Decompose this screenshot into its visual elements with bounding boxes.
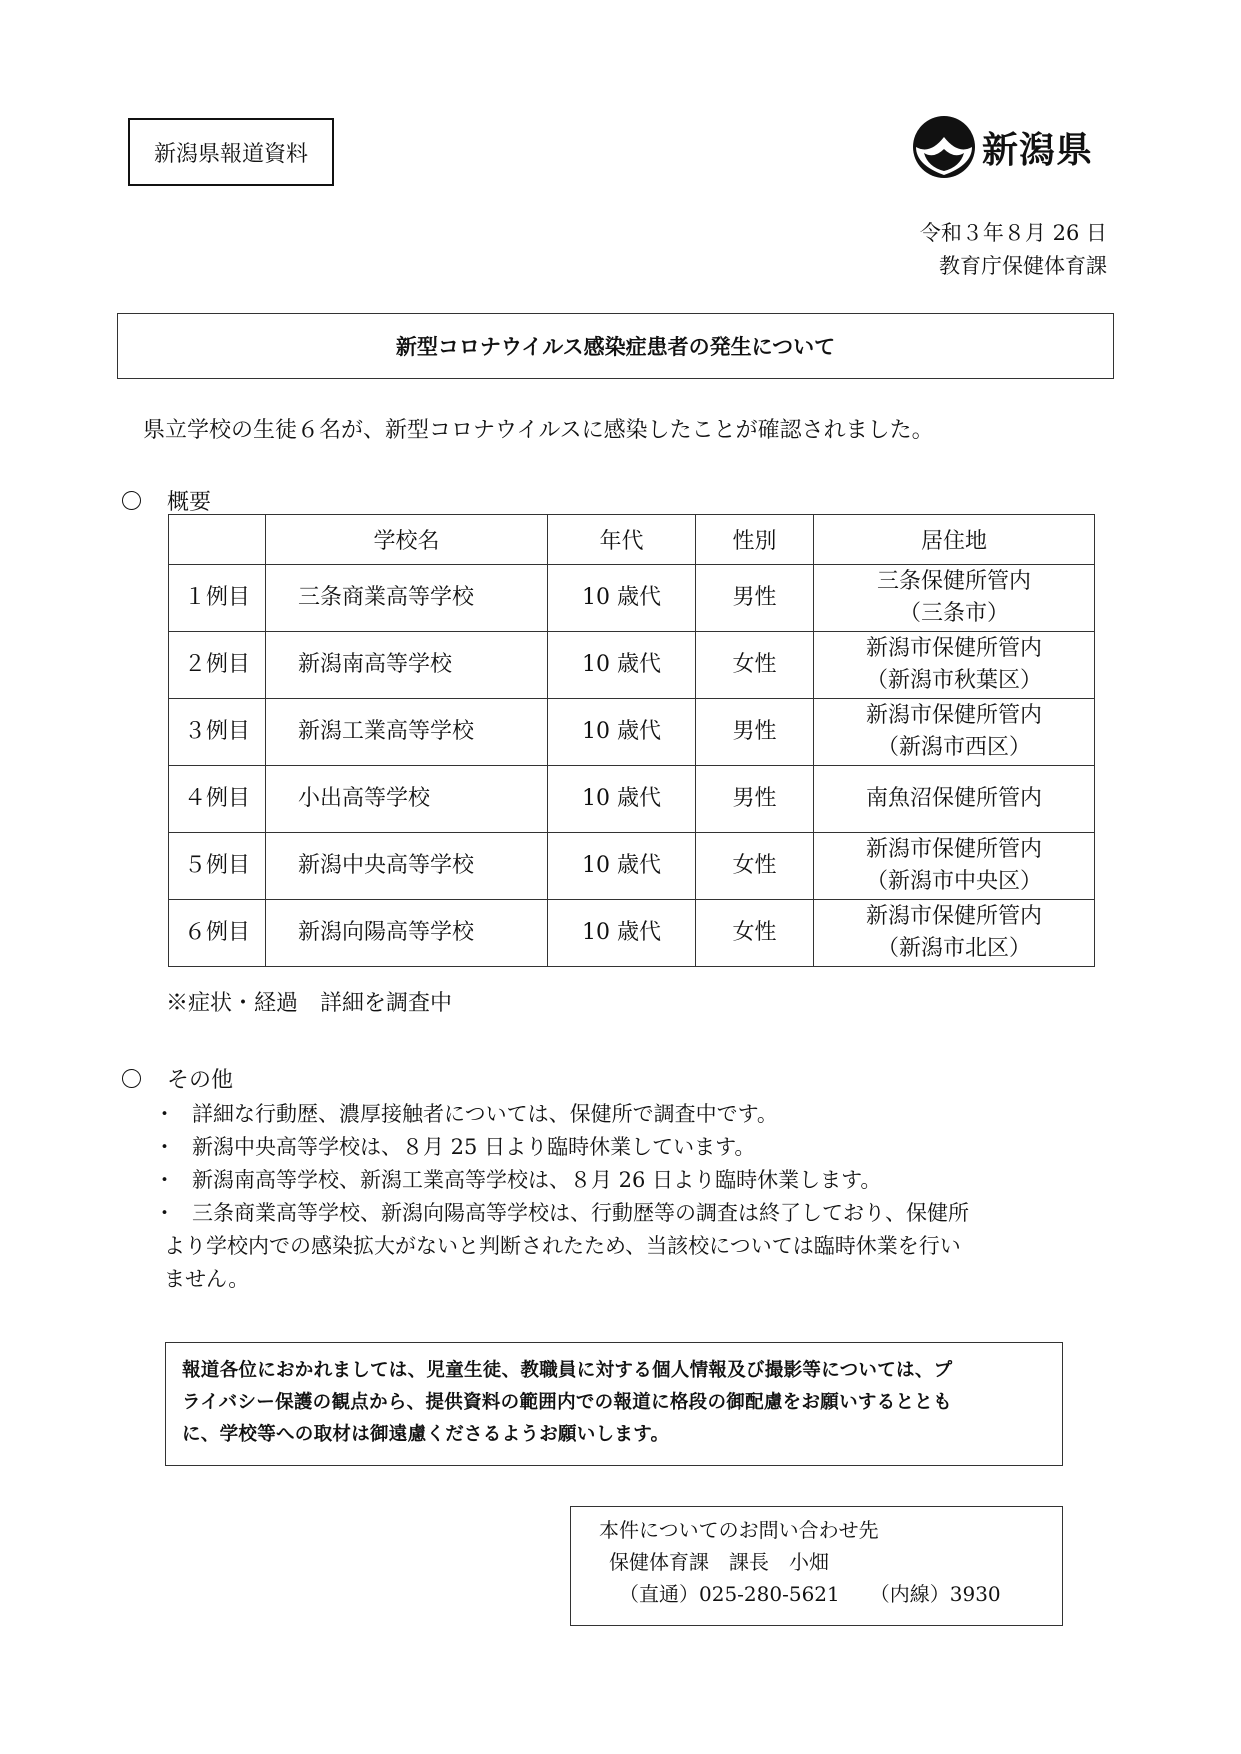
table-header-cell: 居住地 [814,515,1095,565]
date-block [920,217,1107,283]
notice-line: に、学校等への取材は御遠慮くださるようお願いします。 [182,1424,670,1445]
sex-cell: 男性 [696,699,814,766]
symptoms-note: ※症状・経過 詳細を調査中 [166,991,453,1016]
age-cell: 10 歳代 [548,565,696,632]
residence-cell [814,699,1095,766]
bullet-dot: ・ [154,1102,175,1126]
table-row [169,632,1095,699]
other-heading-text: その他 [167,1068,234,1093]
contact-person: 保健体育課 課長 小畑 [609,1550,829,1574]
sex-cell: 女性 [696,833,814,900]
media-notice-box [165,1342,1063,1466]
bullet-continuation: ません。 [164,1267,250,1291]
school-cell: 新潟向陽高等学校 [266,900,548,967]
bullet-text: 新潟中央高等学校は、８月 25 日より臨時休業しています。 [192,1135,756,1159]
age-cell: 10 歳代 [548,766,696,833]
residence-line: （三条市） [898,601,1009,626]
residence-line: 新潟市保健所管内 [865,703,1042,728]
residence-line: 三条保健所管内 [876,569,1031,594]
list-item [146,1164,1096,1197]
table-header-cell: 年代 [548,515,696,565]
document-title-box [117,313,1114,379]
school-cell: 小出高等学校 [266,766,548,833]
overview-heading-text: 概要 [167,490,212,515]
case-number-cell: ３例目 [169,699,266,766]
document-title: 新型コロナウイルス感染症患者の発生について [395,335,836,359]
age-cell: 10 歳代 [548,699,696,766]
prefecture-logo-text: 新潟県 [982,129,1094,171]
table-row [169,900,1095,967]
notice-line: ライバシー保護の観点から、提供資料の範囲内での報道に格段の御配慮をお願いするととも [182,1392,952,1413]
sex-cell: 女性 [696,900,814,967]
case-number-cell: １例目 [169,565,266,632]
residence-line: 新潟市保健所管内 [865,636,1042,661]
case-number-cell: ５例目 [169,833,266,900]
list-item [146,1197,1096,1230]
residence-cell [814,632,1095,699]
school-cell: 新潟工業高等学校 [266,699,548,766]
contact-heading: 本件についてのお問い合わせ先 [599,1518,879,1542]
prefecture-logo [912,115,1093,179]
age-cell: 10 歳代 [548,632,696,699]
niigata-emblem-icon [912,115,976,179]
residence-cell [814,833,1095,900]
issue-date: 令和３年８月 26 日 [919,221,1107,245]
school-cell: 新潟南高等学校 [266,632,548,699]
case-number-cell: ６例目 [169,900,266,967]
lead-paragraph: 県立学校の生徒６名が、新型コロナウイルスに感染したことが確認されました。 [143,418,934,443]
bullet-continuation: より学校内での感染拡大がないと判断されたため、当該校については臨時休業を行い [164,1234,961,1258]
residence-line: （新潟市西区） [876,735,1031,760]
contact-phone: （直通）025-280-5621 （内線）3930 [619,1582,1001,1606]
list-item [146,1098,1096,1131]
sex-cell: 男性 [696,766,814,833]
circle-bullet-icon [122,491,141,510]
list-item [146,1131,1096,1164]
residence-line: 南魚沼保健所管内 [865,786,1042,811]
residence-line: （新潟市秋葉区） [865,668,1042,693]
residence-cell [814,900,1095,967]
bullet-text: 新潟南高等学校、新潟工業高等学校は、８月 26 日より臨時休業します。 [192,1168,882,1192]
residence-line: 新潟市保健所管内 [865,904,1042,929]
bullet-text: 三条商業高等学校、新潟向陽高等学校は、行動歴等の調査は終了しており、保健所 [192,1201,969,1225]
contact-box [570,1506,1063,1626]
table-header-cell: 性別 [696,515,814,565]
table-row [169,699,1095,766]
overview-heading [122,485,211,516]
residence-line: （新潟市中央区） [865,869,1042,894]
bullet-dot: ・ [154,1168,175,1192]
case-number-cell: ２例目 [169,632,266,699]
sex-cell: 女性 [696,632,814,699]
issuing-department: 教育庁保健体育課 [939,254,1107,278]
school-cell: 新潟中央高等学校 [266,833,548,900]
notice-line: 報道各位におかれましては、児童生徒、教職員に対する個人情報及び撮影等については、プ [182,1360,953,1381]
cases-table [168,514,1095,967]
residence-cell [814,766,1095,833]
table-header-row [169,515,1095,565]
residence-cell [814,565,1095,632]
table-row [169,833,1095,900]
press-release-label [128,118,334,186]
case-number-cell: ４例目 [169,766,266,833]
press-release-label-text: 新潟県報道資料 [153,141,308,167]
residence-line: 新潟市保健所管内 [865,837,1042,862]
other-heading [122,1063,233,1094]
age-cell: 10 歳代 [548,833,696,900]
table-row [169,766,1095,833]
bullet-dot: ・ [154,1135,175,1159]
sex-cell: 男性 [696,565,814,632]
table-header-cell: 学校名 [266,515,548,565]
circle-bullet-icon [122,1069,141,1088]
age-cell: 10 歳代 [548,900,696,967]
table-row [169,565,1095,632]
school-cell: 三条商業高等学校 [266,565,548,632]
residence-line: （新潟市北区） [876,936,1031,961]
table-header-cell [169,515,266,565]
bullet-dot: ・ [154,1201,175,1225]
other-bullet-list [146,1098,1096,1296]
bullet-text: 詳細な行動歴、濃厚接触者については、保健所で調査中です。 [192,1102,778,1126]
